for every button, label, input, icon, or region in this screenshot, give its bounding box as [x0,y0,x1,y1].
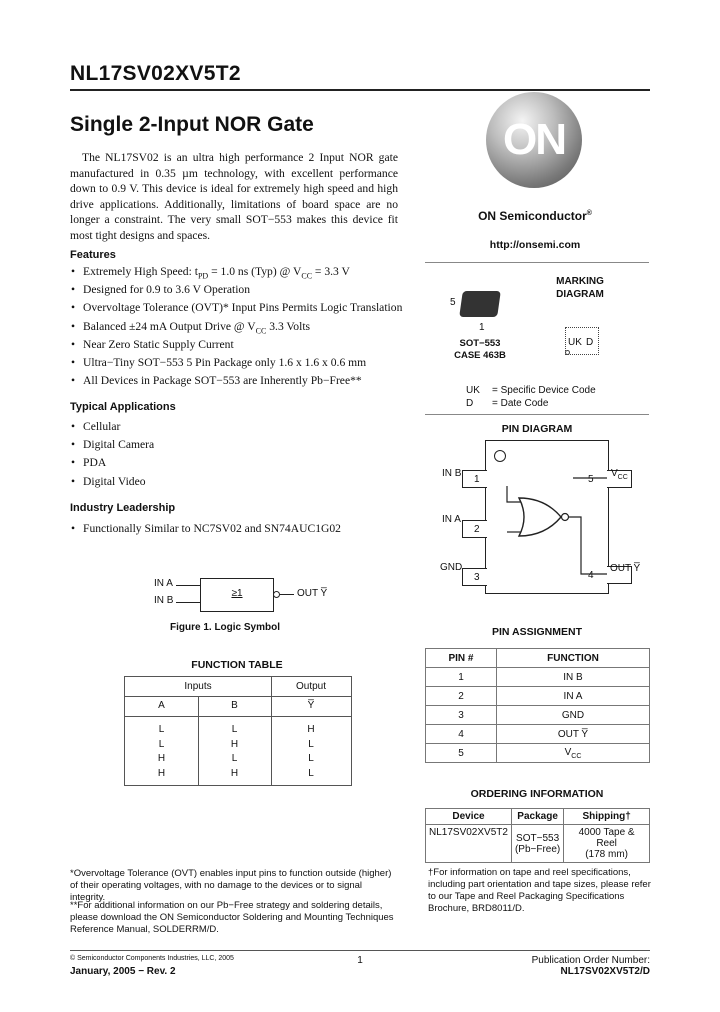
marking-code: UK [568,337,582,348]
table-row: 4 OUT Y̅ [426,725,650,744]
table-header-row: Device Package Shipping† [426,809,650,825]
nor-gate-symbol [485,440,607,592]
publication-number: NL17SV02XV5T2/D [560,966,650,977]
company-name: ON Semiconductor® [478,209,592,223]
applications-list [70,418,154,491]
feature-item-ovt: • Overvoltage Tolerance (OVT)* Input Pins Permits Logic Translation [70,299,402,317]
pin-diagram [430,440,646,600]
logic-in-b-wire [176,602,200,603]
figure-caption: Figure 1. Logic Symbol [169,622,280,633]
table-header-row: PIN # FUNCTION [426,649,650,668]
ft-col-b-values: L H L H [230,724,239,779]
ft-inputs-header: Inputs [184,681,212,692]
ft-col-a: A [158,700,165,711]
leadership-item: • Functionally Similar to NC7SV02 and SN74AUC1G02 [70,520,341,538]
logic-in-a-wire [176,585,200,586]
pin-label-out: OUT Y̅ [610,563,641,574]
logic-gate-box [200,578,274,612]
package-label: SOT−553 CASE 463B [454,338,506,361]
feature-item-voltage: • Designed for 0.9 to 3.6 V Operation [70,281,402,299]
pin-3-number: 3 [474,572,480,583]
application-item: • PDA [70,454,154,472]
brand-divider [425,262,649,263]
logic-in-b-label: IN B [154,595,174,606]
feature-item-package: • Ultra−Tiny SOT−553 5 Pin Package only 1.6 x 1.6 x 0.6 mm [70,354,402,372]
part-number: NL17SV02XV5T2 [70,62,241,85]
ft-col-y-values: H L L L [307,724,315,779]
feature-item-current: • Near Zero Static Supply Current [70,336,402,354]
ft-col-y: Y̅ [307,700,315,711]
pin-label-gnd: GND [440,562,463,573]
page-title: Single 2-Input NOR Gate [70,113,314,136]
pin-2-number: 2 [474,524,480,535]
feature-item-drive: • Balanced ±24 mA Output Drive @ $V_{CC}$ 3.3 Volts [70,318,402,336]
table-row: 2 IN A [426,687,650,706]
on-logo[interactable] [486,92,582,188]
table-row: 5 $V_{CC}$ [426,744,650,763]
logic-out-wire [280,594,294,595]
date-revision: January, 2005 − Rev. 2 [70,966,176,977]
leadership-heading: Industry Leadership [70,502,176,514]
application-item: • Digital Video [70,473,154,491]
table-row: NL17SV02XV5T2 SOT−553 (Pb−Free) 4000 Tape & Reel (178 mm) [426,825,650,863]
features-list [70,263,402,390]
header-rule [70,89,650,91]
package-pin1: 1 [479,322,485,333]
feature-item-speed: • Extremely High Speed: $t_{PD} = 1.0$ ns (Typ) @ $V_{CC} = 3.3$ V [70,263,402,281]
features-heading: Features [70,249,116,261]
pin-4-number: 4 [588,570,594,581]
table-row: 3 GND [426,706,650,725]
pin-label-in-b: IN B [442,468,462,479]
marking-date: D [586,337,594,348]
pin-label-vcc: $V_{CC}$ [611,468,628,481]
footer-rule [70,950,650,951]
function-table-title: FUNCTION TABLE [191,659,283,671]
logic-in-a-label: IN A [154,578,173,589]
ordering-note: †For information on tape and reel specifications, including part orientation and tape sizes, please refer to our Tape and Reel Packaging Specifications Brochure, BRD8011/D. [428,867,651,914]
marking-title: MARKING DIAGRAM [556,276,604,300]
leadership-list [70,520,341,538]
logic-gate-label: ≥1 [231,588,243,599]
marking-box [565,327,599,355]
pin-assignment-table [425,648,650,763]
marking-divider [425,414,649,415]
inversion-bubble [273,591,280,598]
ft-col-a-values: L L H H [157,724,166,779]
marking-legend: UK = Specific Device Code D = Date Code [466,385,596,409]
application-item: • Cellular [70,418,154,436]
application-item: • Digital Camera [70,436,154,454]
footnote-ovt: *Overvoltage Tolerance (OVT) enables input pins to function outside (higher) of their operating voltages, with no damage to the devices or to signal integrity. [70,868,392,903]
intro-paragraph: The NL17SV02 is an ultra high performance 2 Input NOR gate manufactured in 0.35 µm technology, with excellent performance down to 0.9 V. This device is ideal for extremely high speed and high drive applications. Additionally, limitations of board space are no longer a constraint. The very small SOT−553 makes this device fit most tight designs and spaces. [70,151,398,242]
ft-col-b: B [231,700,238,711]
pin1-dot [565,350,570,355]
package-pin5: 5 [450,297,456,308]
pin-assignment-title: PIN ASSIGNMENT [491,626,583,638]
pin-5-number: 5 [588,474,594,485]
footnote-pbfree: **For additional information on our Pb−Free strategy and soldering details, please download the ON Semiconductor Soldering and Mounting Techniques Reference Manual, SOLDERRM/D. [70,900,394,935]
publication-label: Publication Order Number: [531,955,650,966]
package-image [459,291,501,317]
logic-out-label: OUT Y̅ [297,588,328,599]
logic-symbol [150,576,380,616]
function-table [124,676,352,786]
feature-item-pbfree: • All Devices in Package SOT−553 are Inherently Pb−Free** [70,372,402,390]
ordering-title: ORDERING INFORMATION [470,788,604,800]
ft-output-header: Output [295,681,327,692]
pin-diagram-title: PIN DIAGRAM [501,423,573,435]
on-logo-text: ON [503,115,565,164]
pin-1-number: 1 [474,474,480,485]
ordering-table [425,808,650,863]
copyright: © Semiconductor Components Industries, LLC, 2005 [70,955,234,962]
applications-heading: Typical Applications [70,401,176,413]
page-number: 1 [357,955,363,966]
website-link[interactable]: http://onsemi.com [489,239,581,251]
table-row: 1 IN B [426,668,650,687]
pin-label-in-a: IN A [442,514,461,525]
